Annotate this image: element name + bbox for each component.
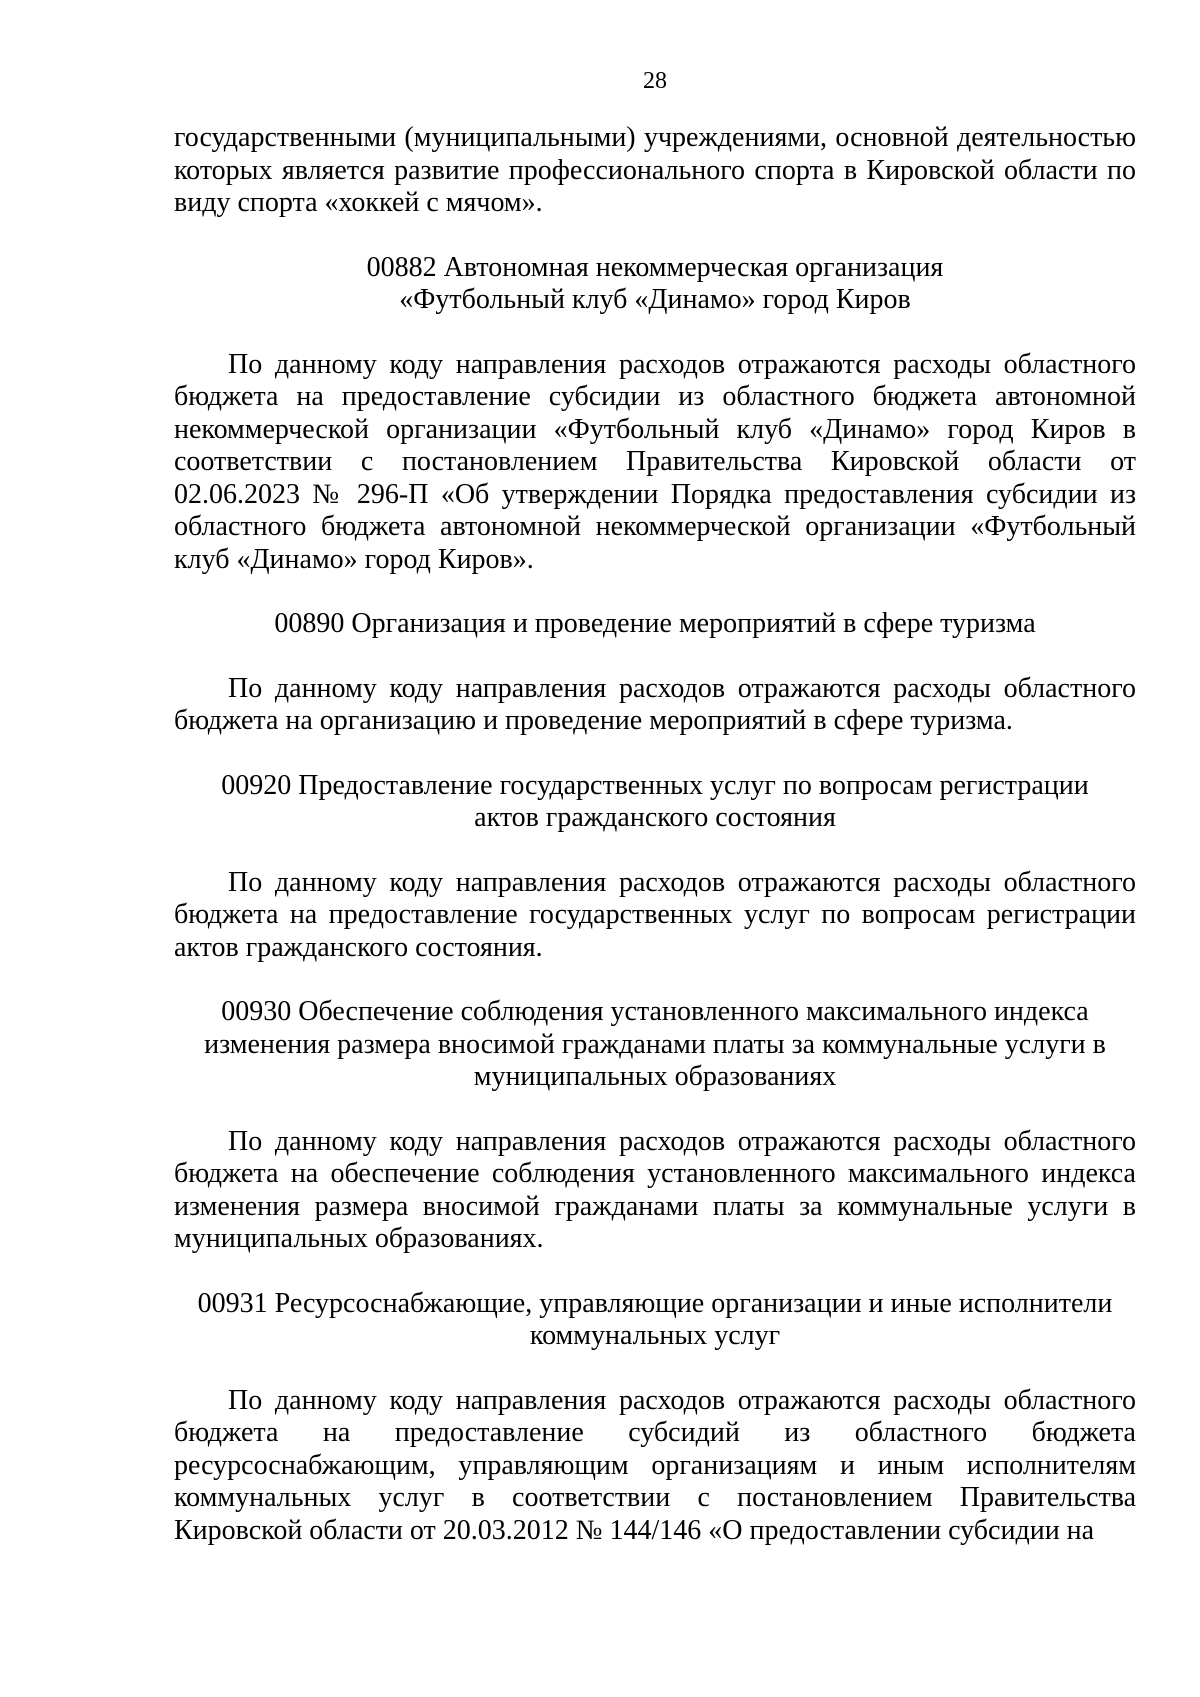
section-heading-00930	[174, 996, 1136, 1094]
section-heading-00890	[174, 608, 1136, 641]
heading-line: «Футбольный клуб «Динамо» город Киров	[399, 284, 911, 315]
section-heading-00920	[174, 770, 1136, 835]
section-body-00890: По данному коду направления расходов отражаются расходы областного бюджета на организацию и проведение мероприятий в сфере туризма.	[174, 672, 1136, 736]
page-number: 28	[643, 68, 667, 94]
heading-line: коммунальных услуг	[529, 1320, 781, 1351]
heading-line: изменения размера вносимой гражданами платы за коммунальные услуги в	[204, 1028, 1106, 1060]
document-page	[174, 66, 1136, 1547]
intro-paragraph: государственными (муниципальными) учреждениями, основной деятельностью которых является развитие профессионального спорта в Кировской области по виду спорта «хоккей с мячом».	[174, 122, 1136, 218]
section-heading-00882	[174, 252, 1136, 317]
heading-line: актов гражданского состояния	[474, 802, 836, 833]
section-heading-00931	[174, 1288, 1136, 1353]
heading-line: 00890 Организация и проведение мероприятий в сфере туризма	[274, 608, 1036, 639]
section-body-00920: По данному коду направления расходов отражаются расходы областного бюджета на предоставление государственных услуг по вопросам регистрации актов гражданского состояния.	[174, 866, 1136, 963]
heading-line: 00931 Ресурсоснабжающие, управляющие организации и иные исполнители	[197, 1287, 1113, 1319]
section-body-00882: По данному коду направления расходов отражаются расходы областного бюджета на предоставление субсидии из областного бюджета автономной некоммерческой организации «Футбольный клуб «Динамо» город Киров в соответствии с постановлением Правительства Кировской области от 02.06.2023 № 296-П «Об утверждении Порядка предоставления субсидии из областного бюджета автономной некоммерческой организации «Футбольный клуб «Динамо» город Киров».	[174, 348, 1136, 575]
section-body-00931: По данному коду направления расходов отражаются расходы областного бюджета на предоставление субсидий из областного бюджета ресурсоснабжающим, управляющим организациям и иным исполнителям коммунальных услуг в соответствии с постановлением Правительства Кировской области от 20.03.2012 № 144/146 «О предоставлении субсидии на	[174, 1384, 1136, 1546]
heading-line: муниципальных образованиях	[473, 1061, 837, 1092]
section-body-00930: По данному коду направления расходов отражаются расходы областного бюджета на обеспечение соблюдения установленного максимального индекса изменения размера вносимой гражданами платы за коммунальные услуги в муниципальных образованиях.	[174, 1125, 1136, 1254]
heading-line: 00930 Обеспечение соблюдения установленного максимального индекса	[221, 996, 1089, 1027]
heading-line: 00920 Предоставление государственных услуг по вопросам регистрации	[221, 769, 1089, 801]
heading-line: 00882 Автономная некоммерческая организация	[366, 251, 944, 283]
